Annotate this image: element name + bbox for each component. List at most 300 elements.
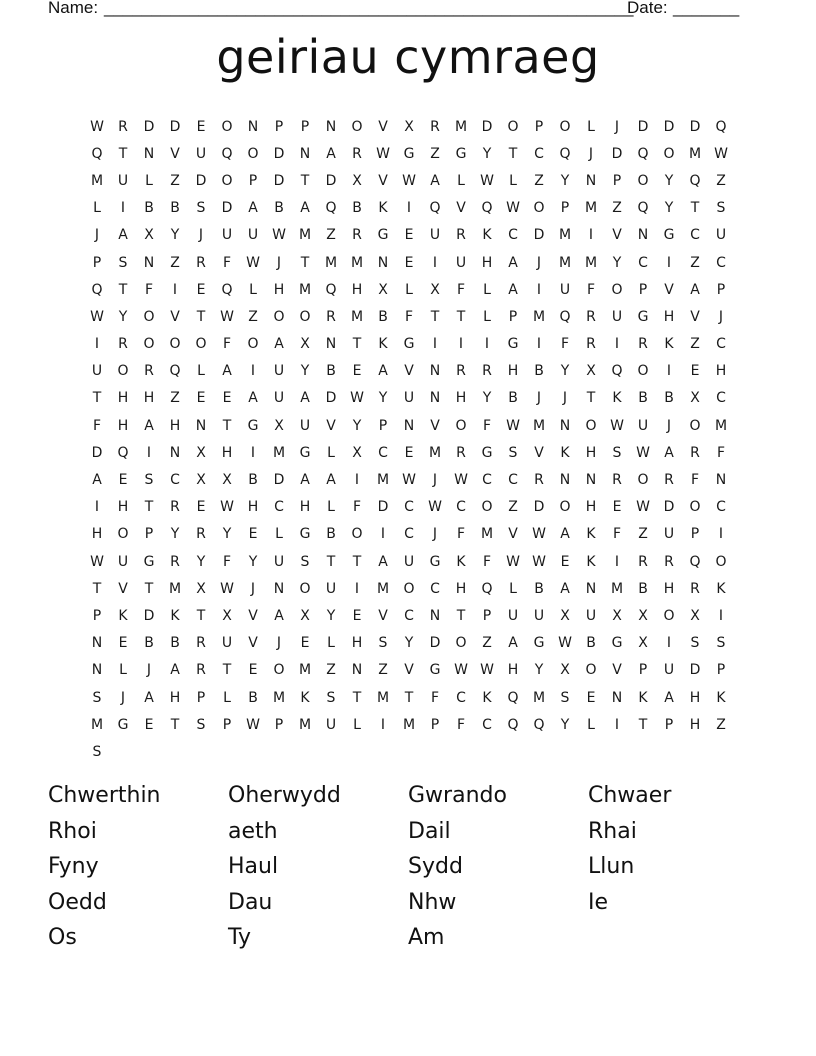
grid-letter: G bbox=[663, 227, 675, 244]
grid-letter: C bbox=[404, 607, 414, 624]
grid-letter: Q bbox=[689, 553, 701, 570]
grid-letter: E bbox=[196, 281, 206, 298]
grid-letter: M bbox=[90, 716, 104, 733]
grid-letter: L bbox=[197, 363, 205, 380]
grid-letter: X bbox=[352, 444, 362, 461]
grid-letter: O bbox=[689, 417, 701, 434]
grid-letter: C bbox=[482, 716, 492, 733]
grid-letter: F bbox=[716, 444, 726, 461]
grid-letter: H bbox=[143, 390, 155, 407]
grid-letter: W bbox=[636, 444, 650, 461]
grid-letter: R bbox=[586, 336, 596, 353]
grid-letter: W bbox=[480, 662, 494, 679]
grid-letter: G bbox=[637, 308, 649, 325]
grid-letter: U bbox=[273, 363, 285, 380]
grid-letter: N bbox=[91, 662, 103, 679]
grid-letter: R bbox=[352, 227, 362, 244]
grid-letter: F bbox=[222, 254, 232, 271]
grid-letter: C bbox=[170, 472, 180, 489]
grid-letter: P bbox=[378, 417, 388, 434]
grid-letter: J bbox=[146, 662, 152, 679]
word-bank-item: Rhai bbox=[588, 818, 637, 844]
grid-letter: A bbox=[274, 607, 284, 624]
grid-letter: M bbox=[532, 308, 546, 325]
grid-letter: U bbox=[117, 172, 129, 189]
grid-letter: G bbox=[299, 526, 311, 543]
grid-letter: L bbox=[509, 580, 517, 597]
grid-letter: U bbox=[299, 417, 311, 434]
grid-letter: K bbox=[378, 336, 388, 353]
grid-letter: G bbox=[299, 444, 311, 461]
grid-letter: K bbox=[716, 580, 726, 597]
grid-letter: M bbox=[168, 580, 182, 597]
grid-letter: E bbox=[612, 499, 622, 516]
grid-letter: L bbox=[327, 444, 335, 461]
grid-letter: J bbox=[276, 254, 282, 271]
grid-letter: S bbox=[118, 254, 128, 271]
grid-letter: S bbox=[326, 689, 336, 706]
grid-letter: E bbox=[404, 444, 414, 461]
grid-letter: A bbox=[378, 363, 388, 380]
grid-letter: I bbox=[458, 336, 464, 353]
grid-letter: W bbox=[558, 635, 572, 652]
grid-letter: Y bbox=[664, 172, 674, 189]
grid-letter: O bbox=[117, 526, 129, 543]
grid-letter: Q bbox=[325, 281, 337, 298]
page-title: geiriau cymraeg bbox=[216, 30, 600, 84]
grid-letter: Z bbox=[430, 145, 440, 162]
grid-letter: R bbox=[690, 580, 700, 597]
grid-letter: O bbox=[143, 336, 155, 353]
grid-letter: A bbox=[92, 472, 102, 489]
grid-letter: R bbox=[482, 363, 492, 380]
grid-letter: W bbox=[272, 227, 286, 244]
grid-letter: X bbox=[690, 607, 700, 624]
grid-letter: A bbox=[560, 526, 570, 543]
grid-letter: M bbox=[298, 227, 312, 244]
grid-letter: Q bbox=[689, 172, 701, 189]
grid-letter: K bbox=[638, 689, 648, 706]
grid-letter: E bbox=[248, 662, 258, 679]
grid-letter: G bbox=[533, 635, 545, 652]
grid-letter: P bbox=[508, 308, 518, 325]
grid-letter: F bbox=[92, 417, 102, 434]
grid-letter: H bbox=[351, 635, 363, 652]
grid-letter: O bbox=[481, 499, 493, 516]
grid-letter: U bbox=[247, 227, 259, 244]
grid-letter: V bbox=[170, 145, 180, 162]
grid-letter: F bbox=[430, 689, 440, 706]
grid-letter: T bbox=[196, 607, 206, 624]
grid-letter: R bbox=[664, 553, 674, 570]
grid-letter: T bbox=[170, 716, 180, 733]
grid-letter: R bbox=[144, 363, 154, 380]
grid-letter: S bbox=[92, 743, 102, 760]
grid-letter: A bbox=[326, 145, 336, 162]
grid-letter: W bbox=[90, 308, 104, 325]
grid-letter: N bbox=[195, 417, 207, 434]
grid-letter: K bbox=[482, 689, 492, 706]
grid-letter: O bbox=[455, 417, 467, 434]
grid-letter: B bbox=[378, 308, 388, 325]
grid-letter: E bbox=[352, 607, 362, 624]
grid-letter: N bbox=[429, 607, 441, 624]
grid-letter: M bbox=[90, 172, 104, 189]
date-blank-line: _______ bbox=[673, 0, 740, 17]
grid-letter: W bbox=[402, 172, 416, 189]
grid-letter: F bbox=[222, 553, 232, 570]
grid-letter: U bbox=[273, 390, 285, 407]
grid-letter: T bbox=[118, 145, 128, 162]
grid-letter: D bbox=[637, 118, 649, 135]
grid-letter: I bbox=[614, 716, 620, 733]
grid-letter: T bbox=[690, 200, 700, 217]
grid-letter: L bbox=[327, 499, 335, 516]
grid-letter: I bbox=[432, 254, 438, 271]
grid-letter: U bbox=[455, 254, 467, 271]
grid-letter: O bbox=[299, 580, 311, 597]
grid-letter: E bbox=[404, 254, 414, 271]
grid-letter: B bbox=[170, 635, 180, 652]
grid-letter: D bbox=[611, 145, 623, 162]
grid-letter: Z bbox=[638, 526, 648, 543]
word-bank-item: Chwerthin bbox=[48, 783, 161, 808]
grid-letter: J bbox=[536, 254, 542, 271]
grid-letter: Y bbox=[664, 200, 674, 217]
grid-letter: G bbox=[247, 417, 259, 434]
grid-letter: O bbox=[585, 417, 597, 434]
grid-letter: J bbox=[94, 227, 100, 244]
word-bank-item: Chwaer bbox=[588, 783, 672, 808]
grid-letter: J bbox=[432, 472, 438, 489]
grid-letter: N bbox=[429, 363, 441, 380]
grid-letter: B bbox=[586, 635, 596, 652]
grid-letter: B bbox=[664, 390, 674, 407]
grid-letter: B bbox=[508, 390, 518, 407]
grid-letter: G bbox=[143, 553, 155, 570]
grid-letter: M bbox=[480, 526, 494, 543]
grid-letter: V bbox=[456, 200, 466, 217]
grid-letter: H bbox=[663, 580, 675, 597]
grid-letter: H bbox=[715, 363, 727, 380]
grid-letter: D bbox=[273, 172, 285, 189]
grid-letter: O bbox=[637, 472, 649, 489]
grid-letter: T bbox=[352, 689, 362, 706]
grid-letter: P bbox=[222, 716, 232, 733]
grid-letter: J bbox=[276, 635, 282, 652]
grid-letter: M bbox=[402, 716, 416, 733]
grid-letter: B bbox=[534, 363, 544, 380]
grid-letter: U bbox=[533, 607, 545, 624]
grid-letter: S bbox=[378, 635, 388, 652]
grid-letter: Y bbox=[378, 390, 388, 407]
grid-letter: L bbox=[275, 526, 283, 543]
grid-letter: R bbox=[456, 227, 466, 244]
grid-letter: M bbox=[298, 281, 312, 298]
grid-letter: M bbox=[376, 689, 390, 706]
grid-letter: S bbox=[144, 472, 154, 489]
grid-letter: Q bbox=[481, 200, 493, 217]
grid-letter: A bbox=[664, 444, 674, 461]
grid-letter: D bbox=[91, 444, 103, 461]
grid-letter: M bbox=[298, 716, 312, 733]
grid-letter: T bbox=[118, 281, 128, 298]
grid-letter: S bbox=[508, 444, 518, 461]
grid-letter: W bbox=[714, 145, 728, 162]
grid-letter: V bbox=[404, 662, 414, 679]
grid-letter: S bbox=[196, 200, 206, 217]
grid-letter: A bbox=[690, 281, 700, 298]
grid-letter: P bbox=[274, 716, 284, 733]
grid-letter: G bbox=[611, 635, 623, 652]
grid-letter: L bbox=[353, 716, 361, 733]
grid-letter: Y bbox=[352, 417, 362, 434]
grid-letter: Y bbox=[222, 526, 232, 543]
grid-letter: N bbox=[247, 118, 259, 135]
grid-letter: U bbox=[403, 390, 415, 407]
grid-letter: T bbox=[508, 145, 518, 162]
grid-letter: U bbox=[663, 662, 675, 679]
grid-letter: Z bbox=[326, 662, 336, 679]
grid-letter: T bbox=[352, 553, 362, 570]
grid-letter: Y bbox=[534, 662, 544, 679]
grid-letter: H bbox=[507, 662, 519, 679]
grid-letter: J bbox=[432, 526, 438, 543]
grid-letter: A bbox=[326, 472, 336, 489]
grid-letter: E bbox=[222, 390, 232, 407]
grid-letter: W bbox=[454, 472, 468, 489]
grid-letter: D bbox=[689, 118, 701, 135]
word-bank-item: Oedd bbox=[48, 889, 107, 915]
grid-letter: G bbox=[481, 444, 493, 461]
grid-letter: I bbox=[614, 553, 620, 570]
grid-letter: W bbox=[610, 417, 624, 434]
grid-letter: I bbox=[250, 363, 256, 380]
grid-letter: P bbox=[638, 281, 648, 298]
grid-letter: G bbox=[117, 716, 129, 733]
grid-letter: U bbox=[91, 363, 103, 380]
grid-letter: P bbox=[716, 281, 726, 298]
grid-letter: Y bbox=[196, 553, 206, 570]
grid-letter: S bbox=[300, 553, 310, 570]
grid-letter: O bbox=[169, 336, 181, 353]
grid-letter: B bbox=[144, 200, 154, 217]
grid-letter: X bbox=[638, 635, 648, 652]
grid-letter: Z bbox=[170, 172, 180, 189]
grid-letter: R bbox=[586, 308, 596, 325]
grid-letter: B bbox=[326, 526, 336, 543]
grid-letter: X bbox=[274, 417, 284, 434]
grid-letter: S bbox=[196, 716, 206, 733]
grid-letter: A bbox=[170, 662, 180, 679]
grid-letter: B bbox=[274, 200, 284, 217]
grid-letter: W bbox=[402, 472, 416, 489]
grid-letter: M bbox=[714, 417, 728, 434]
grid-letter: X bbox=[430, 281, 440, 298]
grid-letter: X bbox=[352, 172, 362, 189]
grid-letter: Q bbox=[117, 444, 129, 461]
grid-letter: I bbox=[380, 716, 386, 733]
grid-letter: Z bbox=[482, 635, 492, 652]
grid-letter: E bbox=[404, 227, 414, 244]
word-bank-item: Gwrando bbox=[408, 783, 507, 808]
grid-letter: N bbox=[143, 145, 155, 162]
name-blank-line: ________________________________________________________ bbox=[104, 0, 634, 17]
grid-letter: C bbox=[430, 580, 440, 597]
grid-letter: Z bbox=[690, 254, 700, 271]
grid-letter: F bbox=[560, 336, 570, 353]
grid-letter: J bbox=[562, 390, 568, 407]
grid-letter: N bbox=[585, 580, 597, 597]
grid-letter: I bbox=[666, 254, 672, 271]
grid-letter: C bbox=[508, 227, 518, 244]
grid-letter: M bbox=[272, 689, 286, 706]
grid-letter: T bbox=[92, 390, 102, 407]
grid-letter: Z bbox=[326, 227, 336, 244]
grid-letter: I bbox=[380, 526, 386, 543]
grid-letter: F bbox=[456, 281, 466, 298]
grid-letter: W bbox=[220, 499, 234, 516]
grid-letter: T bbox=[456, 607, 466, 624]
grid-letter: P bbox=[196, 689, 206, 706]
grid-letter: R bbox=[170, 499, 180, 516]
grid-letter: N bbox=[559, 417, 571, 434]
grid-letter: D bbox=[195, 172, 207, 189]
grid-letter: M bbox=[324, 254, 338, 271]
grid-letter: G bbox=[507, 336, 519, 353]
grid-letter: S bbox=[690, 635, 700, 652]
grid-letter: Q bbox=[91, 281, 103, 298]
grid-letter: W bbox=[376, 145, 390, 162]
grid-letter: S bbox=[560, 689, 570, 706]
grid-letter: H bbox=[91, 526, 103, 543]
grid-letter: I bbox=[614, 336, 620, 353]
grid-letter: C bbox=[456, 689, 466, 706]
grid-letter: O bbox=[351, 118, 363, 135]
grid-letter: Q bbox=[637, 145, 649, 162]
letter-grid bbox=[84, 113, 734, 766]
grid-letter: O bbox=[143, 308, 155, 325]
grid-letter: X bbox=[300, 336, 310, 353]
grid-letter: W bbox=[246, 254, 260, 271]
grid-letter: M bbox=[350, 254, 364, 271]
grid-letter: V bbox=[378, 172, 388, 189]
grid-letter: O bbox=[247, 145, 259, 162]
grid-letter: C bbox=[274, 499, 284, 516]
grid-letter: H bbox=[585, 499, 597, 516]
grid-letter: U bbox=[221, 635, 233, 652]
grid-letter: R bbox=[118, 118, 128, 135]
grid-letter: T bbox=[430, 308, 440, 325]
grid-letter: H bbox=[663, 308, 675, 325]
grid-letter: I bbox=[432, 336, 438, 353]
grid-letter: T bbox=[222, 662, 232, 679]
grid-letter: T bbox=[196, 308, 206, 325]
grid-letter: O bbox=[247, 336, 259, 353]
grid-letter: X bbox=[404, 118, 414, 135]
grid-letter: V bbox=[248, 635, 258, 652]
grid-letter: N bbox=[273, 580, 285, 597]
grid-letter: O bbox=[299, 308, 311, 325]
grid-letter: W bbox=[220, 580, 234, 597]
grid-letter: S bbox=[612, 444, 622, 461]
grid-letter: U bbox=[325, 716, 337, 733]
grid-letter: B bbox=[326, 363, 336, 380]
grid-letter: L bbox=[405, 281, 413, 298]
grid-letter: A bbox=[144, 417, 154, 434]
grid-letter: J bbox=[536, 390, 542, 407]
grid-letter: R bbox=[430, 118, 440, 135]
grid-letter: K bbox=[300, 689, 310, 706]
grid-letter: T bbox=[404, 689, 414, 706]
grid-letter: U bbox=[221, 227, 233, 244]
grid-letter: Z bbox=[690, 336, 700, 353]
grid-letter: C bbox=[716, 336, 726, 353]
grid-letter: I bbox=[94, 499, 100, 516]
grid-letter: I bbox=[120, 200, 126, 217]
grid-letter: M bbox=[532, 417, 546, 434]
grid-letter: L bbox=[457, 172, 465, 189]
grid-letter: K bbox=[378, 200, 388, 217]
grid-letter: O bbox=[533, 200, 545, 217]
grid-letter: C bbox=[456, 499, 466, 516]
grid-letter: P bbox=[300, 118, 310, 135]
grid-letter: P bbox=[274, 118, 284, 135]
grid-letter: P bbox=[638, 662, 648, 679]
grid-letter: P bbox=[144, 526, 154, 543]
grid-letter: Q bbox=[611, 363, 623, 380]
grid-letter: O bbox=[663, 145, 675, 162]
grid-letter: A bbox=[300, 390, 310, 407]
grid-letter: A bbox=[508, 635, 518, 652]
grid-letter: P bbox=[430, 716, 440, 733]
grid-letter: W bbox=[246, 716, 260, 733]
grid-letter: U bbox=[663, 526, 675, 543]
grid-letter: K bbox=[170, 607, 180, 624]
grid-letter: W bbox=[506, 417, 520, 434]
grid-letter: Z bbox=[716, 716, 726, 733]
grid-letter: R bbox=[170, 553, 180, 570]
grid-letter: R bbox=[196, 254, 206, 271]
grid-letter: Q bbox=[533, 716, 545, 733]
grid-letter: X bbox=[560, 662, 570, 679]
grid-letter: X bbox=[378, 281, 388, 298]
grid-letter: V bbox=[664, 281, 674, 298]
grid-letter: Y bbox=[118, 308, 128, 325]
grid-letter: L bbox=[509, 172, 517, 189]
grid-letter: E bbox=[144, 716, 154, 733]
word-bank-item: Sydd bbox=[408, 854, 463, 879]
grid-letter: H bbox=[351, 281, 363, 298]
grid-letter: N bbox=[169, 444, 181, 461]
grid-letter: F bbox=[456, 526, 466, 543]
grid-letter: Y bbox=[170, 227, 180, 244]
grid-letter: H bbox=[221, 444, 233, 461]
name-label: Name: bbox=[48, 0, 99, 17]
grid-letter: M bbox=[584, 200, 598, 217]
grid-letter: L bbox=[587, 716, 595, 733]
grid-letter: O bbox=[585, 662, 597, 679]
grid-letter: O bbox=[195, 336, 207, 353]
grid-letter: N bbox=[91, 635, 103, 652]
grid-letter: N bbox=[403, 417, 415, 434]
grid-letter: V bbox=[170, 308, 180, 325]
grid-letter: X bbox=[560, 607, 570, 624]
grid-letter: P bbox=[690, 526, 700, 543]
grid-letter: E bbox=[118, 472, 128, 489]
grid-letter: J bbox=[588, 145, 594, 162]
grid-letter: R bbox=[638, 336, 648, 353]
